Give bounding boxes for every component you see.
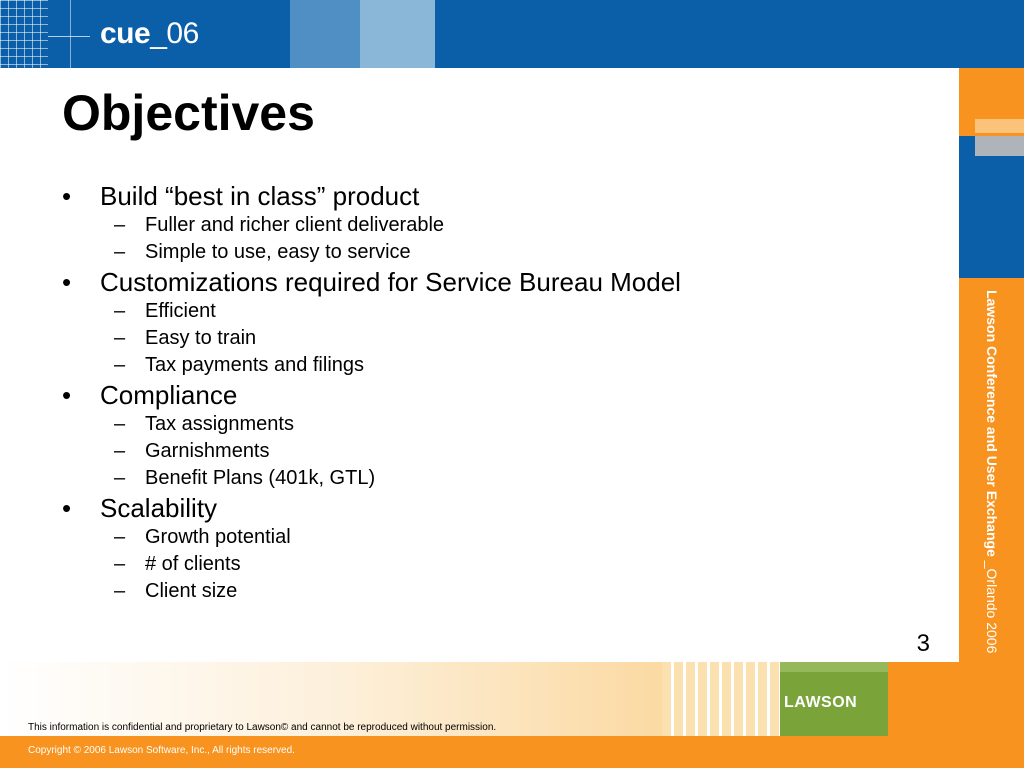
bullet-text: Compliance [100, 380, 238, 410]
sub-bullet-marker: – [114, 553, 126, 575]
sub-bullet-marker: – [114, 214, 126, 236]
banner-strip [360, 0, 435, 68]
logo-box-stripe [780, 662, 888, 672]
sub-bullet-text: Tax payments and filings [145, 354, 365, 376]
sub-bullet-item [62, 239, 942, 266]
sub-bullet-marker: – [114, 440, 126, 462]
sub-bullet-marker: – [114, 526, 126, 548]
bullet-list [62, 180, 942, 605]
sub-bullet-text: Fuller and richer client deliverable [145, 214, 445, 236]
sub-bullet-text: Benefit Plans (401k, GTL) [145, 467, 376, 489]
sub-bullet-item [62, 325, 942, 352]
bullet-text: Scalability [100, 493, 218, 523]
sub-bullet-marker: – [114, 354, 126, 376]
sub-bullet-marker: – [114, 413, 126, 435]
cue-logo [100, 15, 199, 53]
top-banner [0, 0, 1024, 68]
sidebar-accent [975, 119, 1024, 133]
bullet-marker: • [62, 181, 72, 211]
sub-bullet-marker: – [114, 300, 126, 322]
sub-bullet-item [62, 465, 942, 492]
cue-logo-year: _06 [150, 17, 199, 50]
copyright-notice: Copyright © 2006 Lawson Software, Inc., All rights reserved. [28, 745, 295, 756]
bullet-item [62, 379, 942, 411]
sub-bullet-item [62, 298, 942, 325]
bullet-text: Customizations required for Service Bureau Model [100, 267, 681, 297]
sub-bullet-item [62, 438, 942, 465]
sub-bullet-text: Efficient [145, 300, 216, 322]
sub-bullet-text: Growth potential [145, 526, 291, 548]
sidebar-accent [975, 136, 1024, 156]
bullet-marker: • [62, 267, 72, 297]
conference-name [960, 290, 1024, 705]
bullet-text: Build “best in class” product [100, 181, 420, 211]
sub-bullet-item [62, 352, 942, 379]
confidential-notice: This information is confidential and proprietary to Lawson© and cannot be reproduced without permission. [28, 722, 497, 733]
bullet-marker: • [62, 493, 72, 523]
bottom-stripes [662, 662, 780, 736]
conference-location: _Orlando 2006 [984, 556, 1000, 654]
cue-logo-bold: cue [100, 17, 151, 50]
sub-bullet-text: Garnishments [145, 440, 270, 462]
sidebar-blue-block [959, 136, 1024, 278]
sub-bullet-item [62, 578, 942, 605]
sub-bullet-text: Tax assignments [145, 413, 294, 435]
sub-bullet-item [62, 551, 942, 578]
sub-bullet-text: Easy to train [145, 327, 257, 349]
footer-orange-box [888, 662, 959, 736]
line-decoration [70, 0, 71, 68]
conference-name-bold: Lawson Conference and User Exchange [984, 290, 1000, 557]
bullet-item [62, 492, 942, 524]
sub-bullet-item [62, 212, 942, 239]
sub-bullet-marker: – [114, 327, 126, 349]
page-number: 3 [916, 630, 930, 657]
sub-bullet-item [62, 411, 942, 438]
sub-bullet-text: # of clients [145, 553, 241, 575]
bullet-item [62, 266, 942, 298]
banner-strip [290, 0, 360, 68]
bullet-marker: • [62, 380, 72, 410]
sub-bullet-text: Simple to use, easy to service [145, 241, 411, 263]
sub-bullet-text: Client size [145, 580, 238, 602]
sub-bullet-marker: – [114, 580, 126, 602]
lawson-logo: LAWSON [784, 694, 858, 711]
slide-title: Objectives [62, 85, 315, 141]
sub-bullet-marker: – [114, 467, 126, 489]
grid-decoration [0, 0, 48, 68]
bullet-item [62, 180, 942, 212]
sub-bullet-item [62, 524, 942, 551]
sub-bullet-marker: – [114, 241, 126, 263]
line-decoration [48, 36, 90, 37]
